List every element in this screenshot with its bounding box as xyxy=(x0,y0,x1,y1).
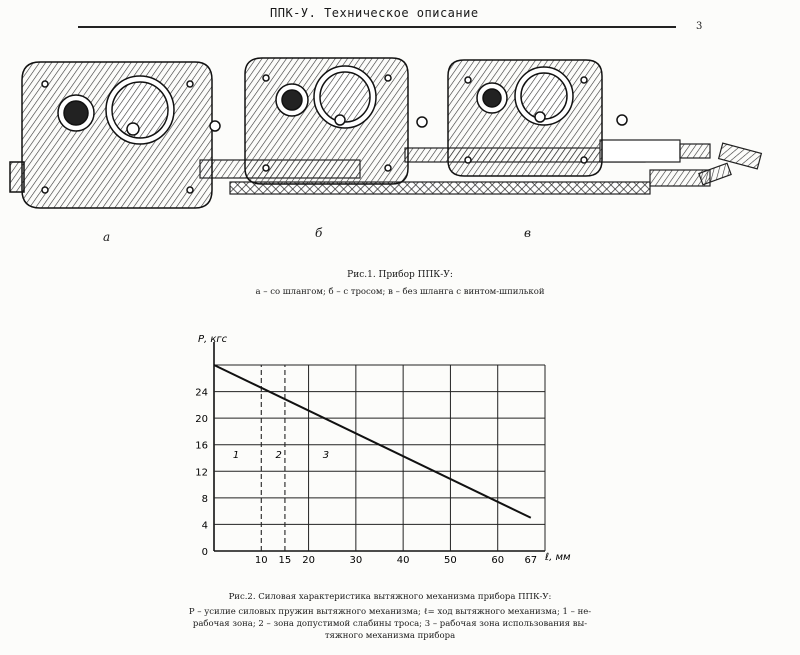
figure2-legend-line2: рабочая зона; 2 – зона допустимой слабины троса; 3 – рабочая зона использования вы- xyxy=(192,619,588,629)
document-title: ППК-У. Техническое описание xyxy=(270,6,479,20)
device-b-body xyxy=(245,58,427,184)
figure1-caption-detail: а – со шлангом; б – с тросом; в – без шланга с винтом-шпилькой xyxy=(255,287,545,297)
y-tick-label: 16 xyxy=(195,440,208,452)
x-tick-label: 15 xyxy=(278,555,292,566)
y-tick-label: 12 xyxy=(195,467,208,479)
y-tick-label: 4 xyxy=(201,520,208,532)
y-tick-label: 0 xyxy=(201,547,208,558)
chart-ticks xyxy=(195,388,537,566)
zone-label: 2 xyxy=(275,450,282,461)
chart-zones xyxy=(233,365,329,551)
chart-grid xyxy=(214,342,545,551)
y-tick-label: 24 xyxy=(195,387,208,399)
y-axis-label: Р, кгс xyxy=(198,334,228,345)
page-header xyxy=(0,0,800,30)
y-tick-label: 8 xyxy=(201,493,208,505)
x-tick-label: 40 xyxy=(396,555,410,566)
figure2-legend-line1: Р – усилие силовых пружин вытяжного механизма; ℓ= ход вытяжного механизма; 1 – не- xyxy=(188,607,592,617)
x-tick-label: 20 xyxy=(302,555,315,566)
x-tick-label: 10 xyxy=(254,555,268,566)
x-tick-label: 67 xyxy=(524,555,538,566)
y-tick-label: 20 xyxy=(195,414,208,426)
zone-label: 3 xyxy=(322,450,330,461)
figure2-caption: Рис.2. Силовая характеристика вытяжного механизма прибора ППК-У: xyxy=(228,592,552,602)
x-tick-label: 60 xyxy=(491,555,505,566)
figure1-caption: Рис.1. Прибор ППК-У: xyxy=(347,270,453,280)
device-c-body xyxy=(448,60,627,176)
figure-label-c: в xyxy=(524,226,531,240)
device-illustration xyxy=(0,40,800,220)
figure-label-b: б xyxy=(315,226,323,240)
x-tick-label: 50 xyxy=(444,555,457,566)
device-a-body xyxy=(10,62,220,208)
force-characteristic-chart xyxy=(0,320,800,570)
figure-label-a: а xyxy=(103,230,111,244)
header-rule xyxy=(78,26,676,28)
zone-label: 1 xyxy=(232,450,240,461)
figure2-legend-line3: тяжного механизма прибора xyxy=(324,631,456,641)
x-axis-label: ℓ, мм xyxy=(545,552,571,563)
x-tick-label: 30 xyxy=(349,555,363,566)
page-number: 3 xyxy=(696,21,703,32)
